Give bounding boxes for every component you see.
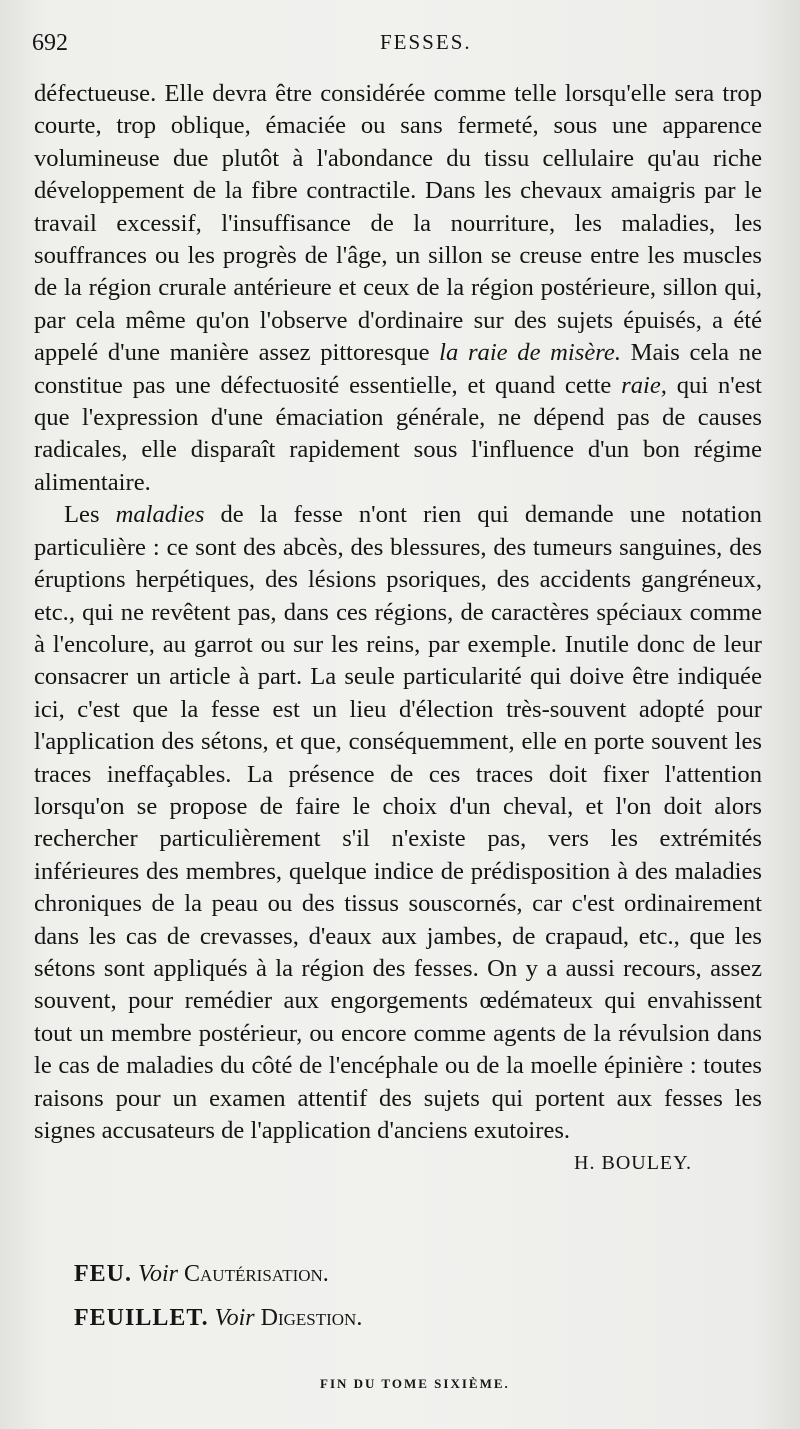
text-run: défectueuse. Elle devra être considérée comme telle lorsqu'elle sera trop courte, trop oblique, émaciée ou sans fermeté, sous une apparence volumineuse due plutôt à l'abondance du tissu cellulaire qu'au riche développement de la fibre contractile. Dans les chevaux amaigris par le travail excessif, l'insuffisance de la nourriture, les maladies, les souffrances ou les progrès de l'âge, un sillon se creuse entre les muscles de la région crurale antérieure et ceux de la région postérieure, sillon qui, par cela même qu'on l'observe d'ordinaire sur des sujets épuisés, a été appelé d'une manière assez pittoresque	[34, 80, 762, 367]
end-of-volume-note: FIN DU TOME SIXIÈME.	[320, 1376, 510, 1391]
running-head: FESSES.	[380, 30, 472, 54]
text-run: Mais cela ne constitue pas une défectuosité essentielle, et quand cette	[34, 339, 762, 399]
entry-target: Cautérisation.	[184, 1261, 329, 1287]
cross-reference-entries	[74, 1252, 754, 1340]
article-body	[34, 78, 762, 1180]
page-number: 692	[32, 30, 68, 56]
text-run: qui n'est que l'expression d'une émaciation générale, ne dépend pas de causes radicales, elle disparaît rapidement sous l'influence d'un bon régime alimentaire.	[34, 371, 762, 496]
author-signature: H. BOULEY.	[574, 1152, 692, 1175]
entry-see-label: Voir	[214, 1305, 255, 1331]
entry-head-word: FEUILLET.	[74, 1305, 209, 1331]
entry-head-word: FEU.	[74, 1261, 132, 1287]
paragraph-1	[34, 78, 762, 499]
italic-text-run: raie,	[621, 371, 667, 399]
entry-target: Digestion.	[260, 1305, 363, 1331]
italic-text-run: la raie de misère.	[439, 339, 621, 367]
page-header	[30, 28, 770, 68]
italic-text-run: maladies	[115, 501, 205, 529]
entry-feu	[74, 1252, 754, 1296]
entry-see-label: Voir	[138, 1261, 179, 1287]
text-run: de la fesse n'ont rien qui demande une notation particulière : ce sont des abcès, des blessures, des tumeurs sanguines, des éruptions herpétiques, des lésions psoriques, des accidents gangréneux, etc., qui ne revêtent pas, dans ces régions, de caractères spéciaux comme à l'encolure, au garrot ou sur les reins, par exemple. Inutile donc de leur consacrer un article à part. La seule particularité qui doive être indiquée ici, c'est que la fesse est un lieu d'élection très-souvent adopté pour l'application des sétons, et que, conséquemment, elle en porte souvent les traces ineffaçables. La présence de ces traces doit fixer l'attention lorsqu'on se propose de faire le choix d'un cheval, et l'on doit alors rechercher particulièrement s'il n'existe pas, vers les extrémités inférieures des membres, quelque indice de prédisposition à des maladies chroniques de la peau ou des tissus souscornés, car c'est ordinairement dans les cas de crevasses, d'eaux aux jambes, de crapaud, etc., que les sétons sont appliqués à la région des fesses. On y a aussi recours, assez souvent, pour remédier aux engorgements œdémateux qui envahissent tout un membre postérieur, ou encore comme agents de la révulsion dans le cas de maladies du côté de l'encéphale ou de la moelle épinière : toutes raisons pour un examen attentif des sujets qui portent aux fesses les signes accusateurs de l'application d'anciens exutoires.	[34, 501, 762, 1144]
paragraph-2	[34, 499, 762, 1147]
text-run: Les	[64, 501, 116, 529]
entry-feuillet	[74, 1296, 754, 1340]
signature-line	[34, 1147, 762, 1179]
